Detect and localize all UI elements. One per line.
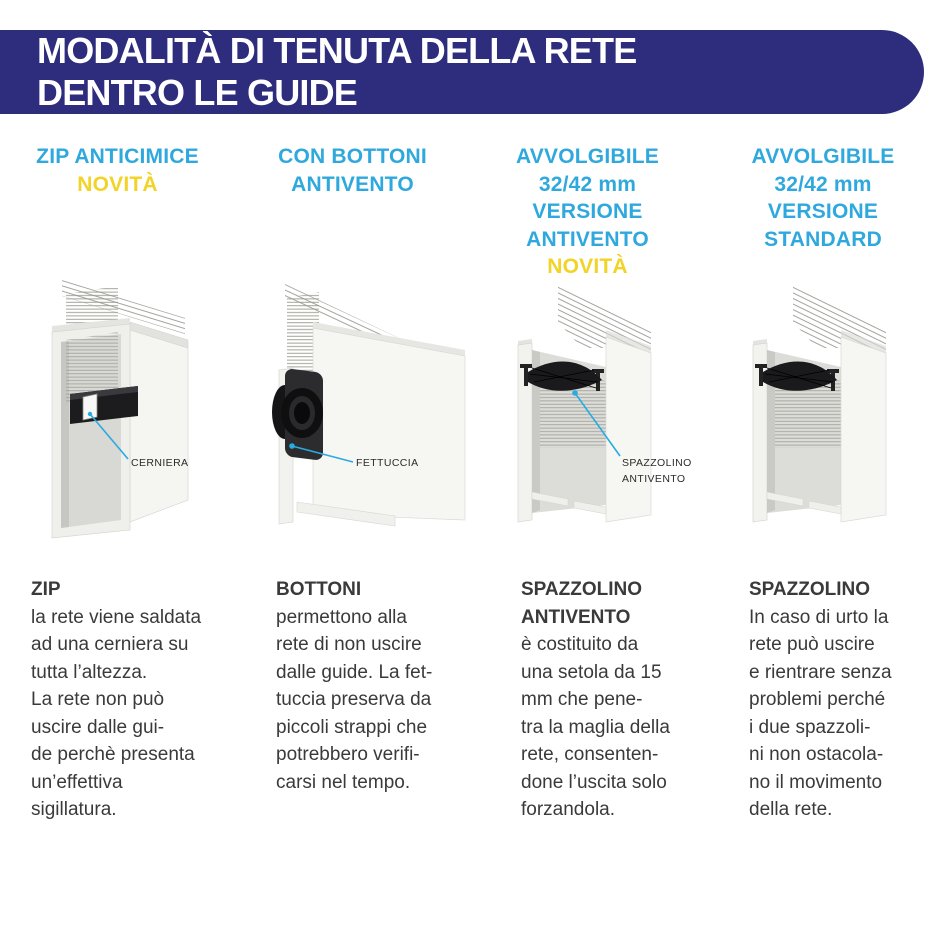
body-line: no il movimento <box>749 771 883 793</box>
body-line: piccoli strappi che <box>276 716 428 738</box>
column-heading-zip <box>0 143 235 198</box>
column-con-bottoni <box>235 0 470 941</box>
column-heading-avvolgibile-antivento <box>470 143 705 281</box>
page-title-line-2: DENTRO LE GUIDE <box>37 72 358 113</box>
body-line: ni non ostacola- <box>749 744 884 765</box>
heading-line: 32/42 mm <box>774 172 872 196</box>
body-line: la rete viene saldata <box>31 606 202 628</box>
body-title: SPAZZOLINO <box>749 579 871 600</box>
column-zip-anticimice <box>0 0 235 941</box>
body-line: de perchè presenta <box>31 744 195 765</box>
body-line: La rete non può <box>31 689 165 710</box>
heading-line: CON BOTTONI <box>278 145 427 168</box>
body-title: ZIP <box>31 579 61 600</box>
body-spazzolino-antivento <box>521 576 726 824</box>
body-line: mm che pene- <box>521 689 643 710</box>
heading-line: 32/42 mm <box>538 172 637 196</box>
column-heading-bottoni <box>235 143 470 198</box>
right-panel-front <box>130 330 188 522</box>
body-line: carsi nel tempo. <box>276 771 411 793</box>
column-avvolgibile-antivento <box>470 0 705 941</box>
body-title: BOTTONI <box>276 579 362 600</box>
bottoni-guide-illustration <box>235 270 470 555</box>
front-panel <box>313 328 465 520</box>
column-heading-avvolgibile-standard <box>705 143 941 253</box>
body-line: i due spazzoli- <box>749 716 871 738</box>
callout-label-antivento: ANTIVENTO <box>622 473 686 485</box>
body-line: tra la maglia della <box>521 716 670 738</box>
heading-line: VERSIONE <box>532 200 643 223</box>
body-line: ad una cerniera su <box>31 634 189 655</box>
right-wall <box>841 337 886 522</box>
body-zip <box>31 576 236 824</box>
heading-line: ANTIVENTO <box>291 172 414 196</box>
body-line: permettono alla <box>276 606 407 628</box>
button-center <box>294 402 310 424</box>
callout-label-spazzolino: SPAZZOLINO <box>622 457 692 469</box>
body-line: uscire dalle gui- <box>31 716 165 738</box>
left-brush-stem <box>524 364 528 386</box>
mesh-top-sheet <box>558 286 651 348</box>
left-brush-stem <box>759 364 763 386</box>
heading-line: STANDARD <box>764 227 882 251</box>
mesh-top-sheet <box>793 286 886 348</box>
body-line: tuccia preserva da <box>276 689 432 710</box>
heading-line: AVVOLGIBILE <box>751 145 895 168</box>
body-line: è costituito da <box>521 634 639 655</box>
body-line: un’effettiva <box>31 771 123 793</box>
body-line: rete può uscire <box>749 634 875 655</box>
heading-line: VERSIONE <box>767 200 879 223</box>
avvolgibile-antivento-illustration <box>470 270 705 555</box>
heading-line: AVVOLGIBILE <box>516 145 659 168</box>
column-avvolgibile-standard <box>705 0 941 941</box>
body-line: e rientrare senza <box>749 661 892 683</box>
body-line: tutta l’altezza. <box>31 661 148 683</box>
body-line: dalle guide. La fet- <box>276 661 433 683</box>
body-bottoni <box>276 576 481 796</box>
heading-line: ZIP ANTICIMICE <box>36 145 199 168</box>
body-title-line: SPAZZOLINO <box>521 579 643 600</box>
zip-guide-illustration <box>0 270 235 555</box>
body-spazzolino-standard <box>749 576 941 824</box>
callout-label-fettuccia: FETTUCCIA <box>356 457 419 469</box>
page-title-line-1: MODALITÀ DI TENUTA DELLA RETE <box>37 30 637 71</box>
body-line: rete di non uscire <box>276 634 422 655</box>
body-line: sigillatura. <box>31 799 117 820</box>
body-line: done l’uscita solo <box>521 771 667 793</box>
body-line: forzandola. <box>521 799 616 820</box>
body-line: rete, consenten- <box>521 744 659 765</box>
right-wall <box>606 337 651 522</box>
body-line: una setola da 15 <box>521 661 662 683</box>
avvolgibile-standard-illustration <box>705 270 940 555</box>
body-line: potrebbero verifi- <box>276 744 420 765</box>
body-line: In caso di urto la <box>749 606 889 628</box>
body-line: della rete. <box>749 799 833 820</box>
body-title-line: ANTIVENTO <box>521 606 631 628</box>
callout-label-cerniera: CERNIERA <box>131 457 189 469</box>
novita-badge: NOVITÀ <box>547 255 628 278</box>
body-line: problemi perché <box>749 689 886 710</box>
novita-badge: NOVITÀ <box>77 172 158 196</box>
heading-line: ANTIVENTO <box>526 227 649 251</box>
